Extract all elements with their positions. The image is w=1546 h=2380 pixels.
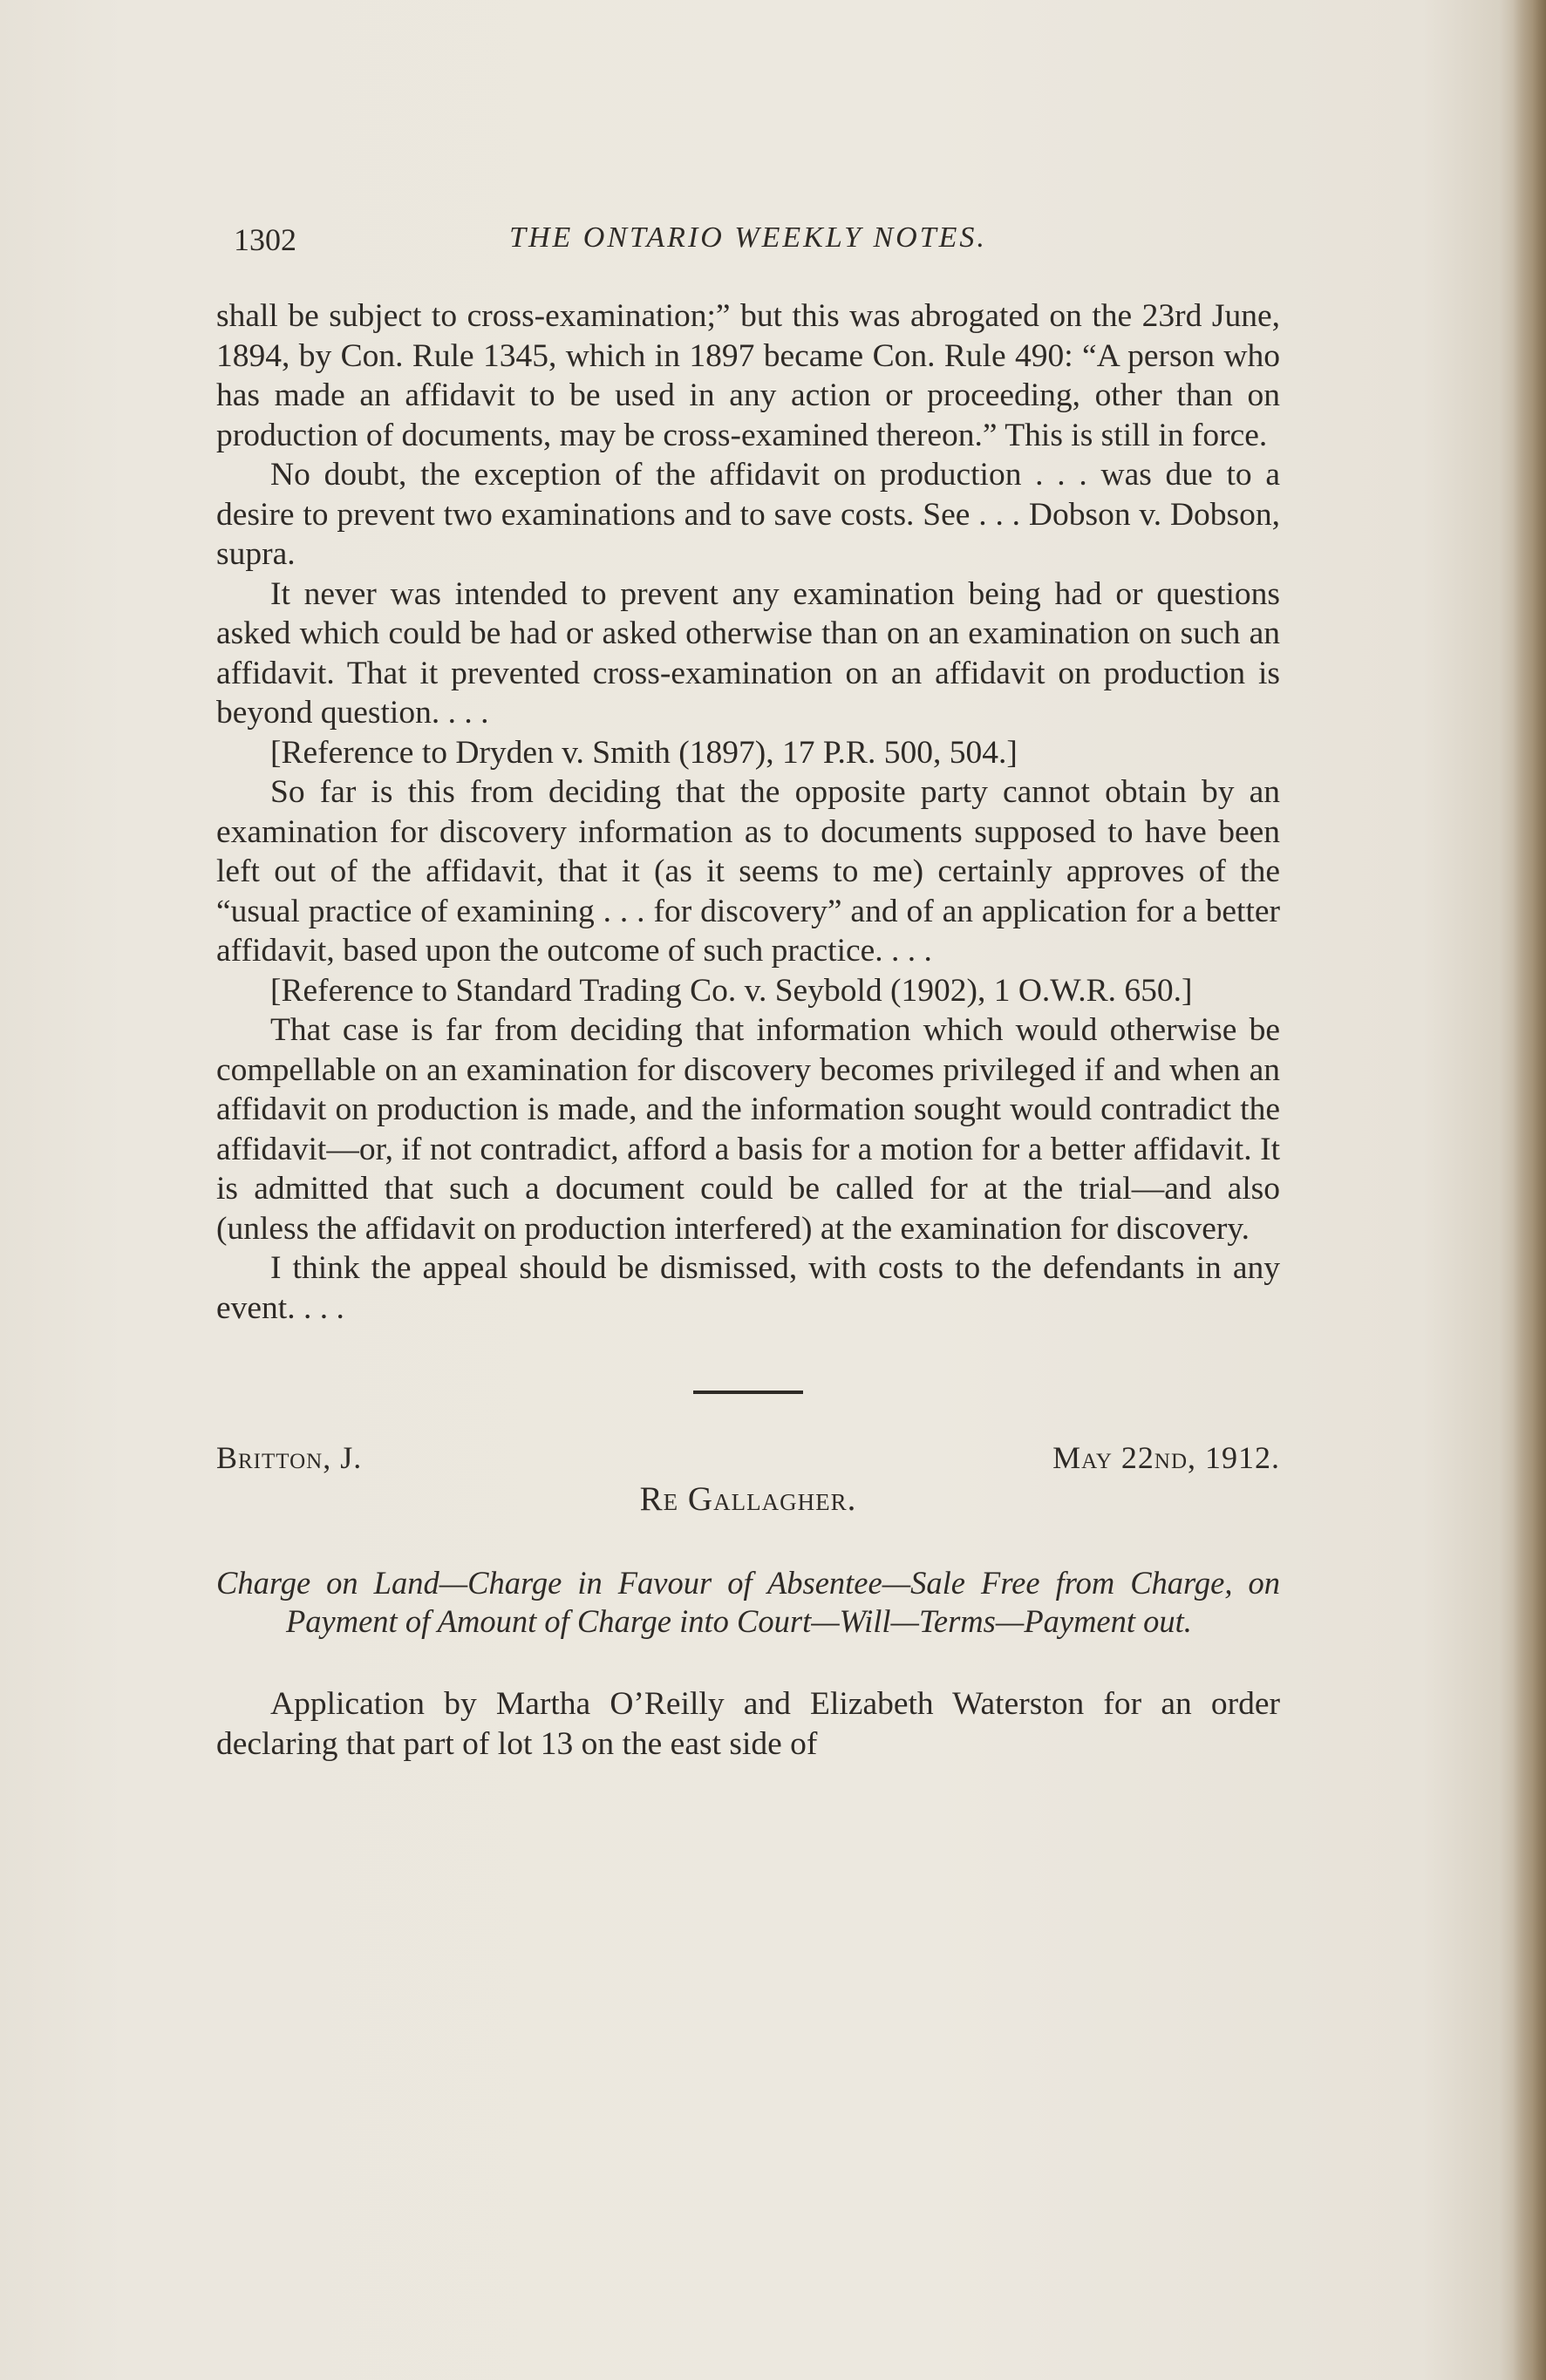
page-content (216, 218, 1280, 1765)
judge-name: Britton, J. (216, 1440, 363, 1475)
reference-paragraph: [Reference to Dryden v. Smith (1897), 17 P.R. 500, 504.] (270, 734, 1018, 771)
body-text (216, 296, 1280, 1328)
paragraph: That case is far from deciding that information which would otherwise be compellable on an examination for discovery becomes privileged if and when an affidavit on production is made, and the information sought would contradict the affidavit—or, if not contradict, afford a basis for a motion for a better affidavit. It is admitted that such a document could be called for at the trial—and also (unless the affidavit on production interfered) at the examination for discovery. (216, 1012, 1280, 1247)
paragraph: It never was intended to prevent any examination being had or questions asked which could be had or asked otherwise than on an examination on such an affidavit. That it prevented cross-examination on an affidavit on production is beyond question. . . . (216, 575, 1280, 731)
journal-title: THE ONTARIO WEEKLY NOTES. (509, 221, 987, 254)
reference-paragraph: [Reference to Standard Trading Co. v. Seybold (1902), 1 O.W.R. 650.] (270, 972, 1193, 1009)
paragraph: shall be subject to cross-examination;” but this was abrogated on the 23rd June, 1894, by Con. Rule 1345, which in 1897 became Con. Rule 490: “A person who has made an affidavit to be used in any action or proceeding, other than on production of documents, may be cross-examined thereon.” This is still in force. (216, 298, 1280, 453)
page-edge-shadow (1513, 0, 1546, 2380)
case-title: Re Gallagher. (639, 1480, 857, 1518)
paragraph: Application by Martha O’Reilly and Elizabeth Waterston for an order declaring that part of lot 13 on the east side of (216, 1686, 1280, 1762)
case-headnote: Charge on Land—Charge in Favour of Absentee—Sale Free from Charge, on Payment of Amount of Charge into Court—Will—Terms—Payment out. (216, 1565, 1280, 1639)
paragraph: So far is this from deciding that the opposite party cannot obtain by an examination for discovery information as to documents supposed to have been left out of the affidavit, that it (as it seems to me) certainly approves of the “usual practice of examining . . . for discovery” and of an application for a better affidavit, based upon the outcome of such practice. . . . (216, 774, 1280, 969)
paragraph: No doubt, the exception of the affidavit on production . . . was due to a desire to prevent two examinations and to save costs. See . . . Dobson v. Dobson, supra. (216, 457, 1280, 572)
running-head (216, 218, 1280, 270)
section-divider (693, 1391, 803, 1394)
case-opening (216, 1684, 1280, 1765)
paragraph: I think the appeal should be dismissed, with costs to the defendants in any event. . . . (216, 1250, 1280, 1326)
case-header (216, 1439, 1280, 1479)
page-number: 1302 (234, 222, 296, 257)
judgment-date: May 22nd, 1912. (1052, 1440, 1280, 1475)
